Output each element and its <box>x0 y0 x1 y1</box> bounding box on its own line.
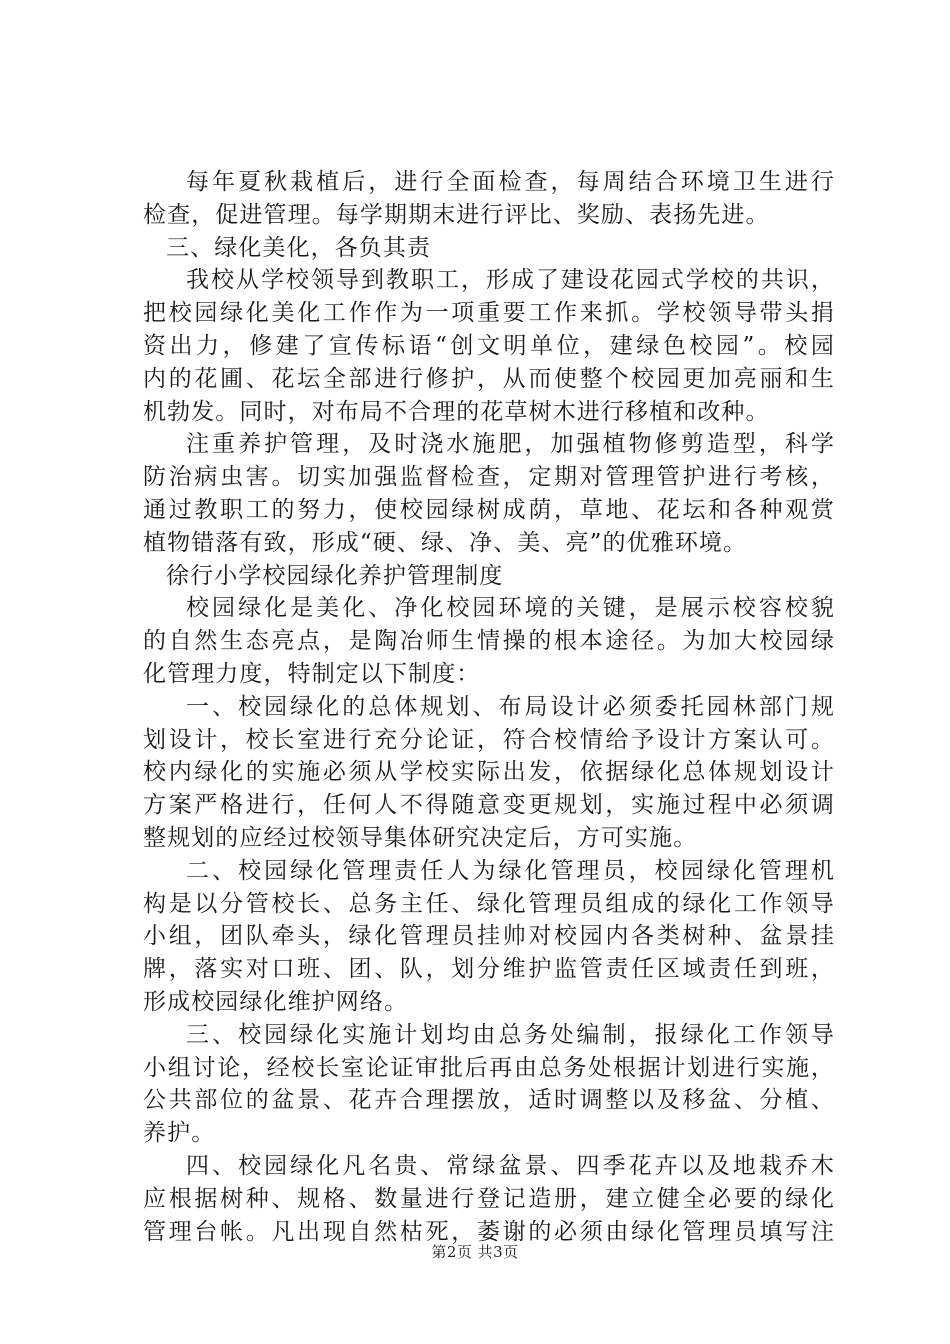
text-line: 资出力，修建了宣传标语“创文明单位，建绿色校园”。校园 <box>143 332 835 359</box>
text-line: 二、校园绿化管理责任人为绿化管理员，校园绿化管理机 <box>186 857 835 884</box>
page-footer: 第2页 共3页 <box>431 1243 519 1261</box>
text-line: 防治病虫害。切实加强监督检查，定期对管理管护进行考核， <box>143 464 835 491</box>
text-line: 形成校园绿化维护网络。 <box>143 988 409 1015</box>
text-line: 养护。 <box>143 1120 216 1147</box>
text-line: 公共部位的盆景、花卉合理摆放，适时调整以及移盆、分植、 <box>143 1087 835 1114</box>
text-line: 牌，落实对口班、团、队，划分维护监管责任区域责任到班， <box>143 956 835 983</box>
text-line: 每年夏秋栽植后，进行全面检查，每周结合环境卫生进行 <box>186 169 835 195</box>
text-line: 徐行小学校园绿化养护管理制度 <box>166 562 504 589</box>
document-body <box>143 166 835 1248</box>
text-line: 的自然生态亮点，是陶冶师生情操的根本途径。为加大校园绿 <box>143 628 835 655</box>
text-line: 三、绿化美化，各负其责 <box>166 234 432 261</box>
text-line: 管理台帐。凡出现自然枯死，萎谢的必须由绿化管理员填写注 <box>143 1218 835 1245</box>
text-line: 整规划的应经过校领导集体研究决定后，方可实施。 <box>143 824 698 851</box>
text-line: 校园绿化是美化、净化校园环境的关键，是展示校容校貌 <box>186 595 835 622</box>
text-line: 一、校园绿化的总体规划、布局设计必须委托园林部门规 <box>186 693 835 720</box>
text-line: 检查，促进管理。每学期期末进行评比、奖励、表扬先进。 <box>143 201 770 228</box>
text-line: 小组，团队牵头，绿化管理员挂帅对校园内各类树种、盆景挂 <box>143 923 835 950</box>
text-line: 划设计，校长室进行充分论证，符合校情给予设计方案认可。 <box>143 726 835 753</box>
text-line: 三、校园绿化实施计划均由总务处编制，报绿化工作领导 <box>186 1021 835 1048</box>
text-line: 化管理力度，特制定以下制度： <box>143 660 481 687</box>
text-line: 通过教职工的努力，使校园绿树成荫，草地、花坛和各种观赏 <box>143 496 835 523</box>
text-line: 方案严格进行，任何人不得随意变更规划，实施过程中必须调 <box>143 792 835 819</box>
text-line: 应根据树种、规格、数量进行登记造册，建立健全必要的绿化 <box>143 1185 835 1212</box>
text-line: 四、校园绿化凡名贵、常绿盆景、四季花卉以及地栽乔木 <box>186 1152 835 1179</box>
text-line: 注重养护管理，及时浇水施肥，加强植物修剪造型，科学 <box>186 431 835 458</box>
text-line: 我校从学校领导到教职工，形成了建设花园式学校的共识， <box>186 267 835 294</box>
text-line: 校内绿化的实施必须从学校实际出发，依据绿化总体规划设计 <box>143 759 835 786</box>
text-line: 构是以分管校长、总务主任、绿化管理员组成的绿化工作领导 <box>143 890 835 917</box>
text-line: 机勃发。同时，对布局不合理的花草树木进行移植和改种。 <box>143 398 770 425</box>
text-line: 内的花圃、花坛全部进行修护，从而使整个校园更加亮丽和生 <box>143 365 835 392</box>
text-line: 把校园绿化美化工作作为一项重要工作来抓。学校领导带头捐 <box>143 300 835 327</box>
text-line: 植物错落有致，形成“硬、绿、净、美、亮”的优雅环境。 <box>143 529 748 556</box>
text-line: 小组讨论，经校长室论证审批后再由总务处根据计划进行实施， <box>143 1054 835 1081</box>
